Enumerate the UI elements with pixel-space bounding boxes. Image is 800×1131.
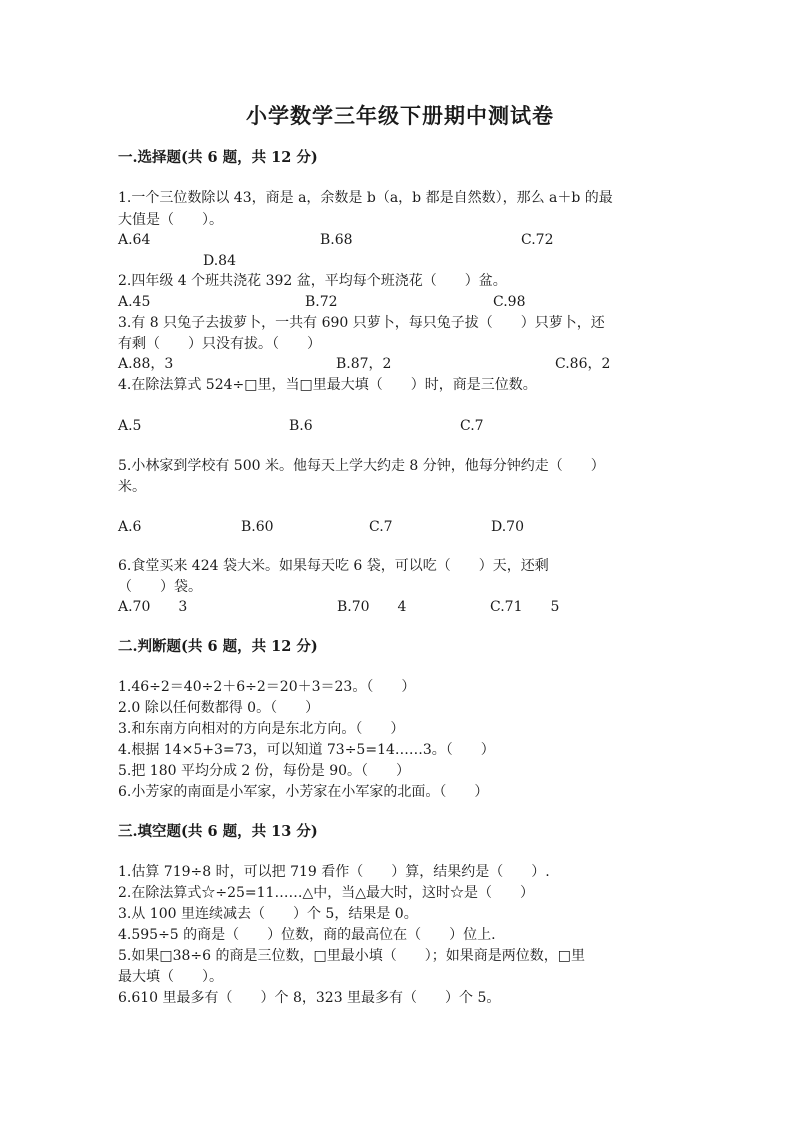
option-a: A.6 (118, 519, 142, 535)
list-item: 1.46÷2＝40÷2＋6÷2＝20＋3＝23。（ ） (118, 679, 416, 695)
list-item: 3.和东南方向相对的方向是东北方向。（ ） (118, 721, 405, 737)
section-heading-choice: 一.选择题(共 6 题，共 12 分) (118, 149, 318, 166)
option-c: C.7 (460, 418, 484, 434)
question-text: （ ）袋。 (118, 579, 202, 595)
option-b: B.68 (320, 232, 353, 248)
question-text: 4.在除法算式 524÷□里，当□里最大填（ ）时，商是三位数。 (118, 377, 537, 393)
list-item: 2.0 除以任何数都得 0。（ ） (118, 700, 320, 716)
option-b: B.70 4 (337, 599, 407, 615)
section-heading-judge: 二.判断题(共 6 题，共 12 分) (118, 638, 318, 655)
list-item: 4.595÷5 的商是（ ）位数，商的最高位在（ ）位上. (118, 927, 496, 943)
list-item: 6.小芳家的南面是小军家，小芳家在小军家的北面。（ ） (118, 784, 489, 800)
option-d: D.84 (203, 253, 236, 269)
option-b: B.87，2 (336, 356, 392, 372)
list-item: 3.从 100 里连续减去（ ）个 5，结果是 0。 (118, 906, 418, 922)
list-item: 2.在除法算式☆÷25=11……△中，当△最大时，这时☆是（ ） (118, 885, 534, 901)
option-c: C.7 (369, 519, 393, 535)
option-a: A.5 (118, 418, 142, 434)
list-item: 5.把 180 平均分成 2 份，每份是 90。（ ） (118, 763, 411, 779)
option-b: B.60 (241, 519, 274, 535)
list-item: 5.如果□38÷6 的商是三位数，□里最小填（ ）；如果商是两位数，□里 (118, 948, 585, 964)
question-text: 1.一个三位数除以 43，商是 a，余数是 b（a，b 都是自然数），那么 a＋b 的最 (118, 190, 613, 206)
list-item: 4.根据 14×5+3=73，可以知道 73÷5=14……3。（ ） (118, 742, 495, 758)
question-text: 2.四年级 4 个班共浇花 392 盆，平均每个班浇花（ ）盆。 (118, 273, 507, 289)
option-a: A.88，3 (118, 356, 174, 372)
option-c: C.71 5 (490, 599, 560, 615)
option-d: D.70 (491, 519, 524, 535)
question-text: 5.小林家到学校有 500 米。他每天上学大约走 8 分钟，他每分钟约走（ ） (118, 458, 605, 474)
option-c: C.86，2 (555, 356, 611, 372)
question-text: 有剩（ ）只没有拔。（ ） (118, 336, 321, 352)
page-title: 小学数学三年级下册期中测试卷 (246, 103, 554, 128)
option-b: B.6 (289, 418, 313, 434)
question-text: 3.有 8 只兔子去拔萝卜，一共有 690 只萝卜，每只兔子拔（ ）只萝卜，还 (118, 315, 605, 331)
option-b: B.72 (305, 294, 338, 310)
option-c: C.72 (521, 232, 554, 248)
question-text: 米。 (118, 479, 146, 495)
option-a: A.70 3 (118, 599, 188, 615)
option-c: C.98 (493, 294, 526, 310)
list-item: 最大填（ ）。 (118, 969, 223, 985)
list-item: 6.610 里最多有（ ）个 8，323 里最多有（ ）个 5。 (118, 990, 501, 1006)
section-heading-fill: 三.填空题(共 6 题，共 13 分) (118, 823, 318, 840)
option-a: A.45 (118, 294, 151, 310)
list-item: 1.估算 719÷8 时，可以把 719 看作（ ）算，结果约是（ ）. (118, 864, 550, 880)
question-text: 6.食堂买来 424 袋大米。如果每天吃 6 袋，可以吃（ ）天，还剩 (118, 558, 549, 574)
option-a: A.64 (118, 232, 151, 248)
question-text: 大值是（ ）。 (118, 212, 223, 228)
